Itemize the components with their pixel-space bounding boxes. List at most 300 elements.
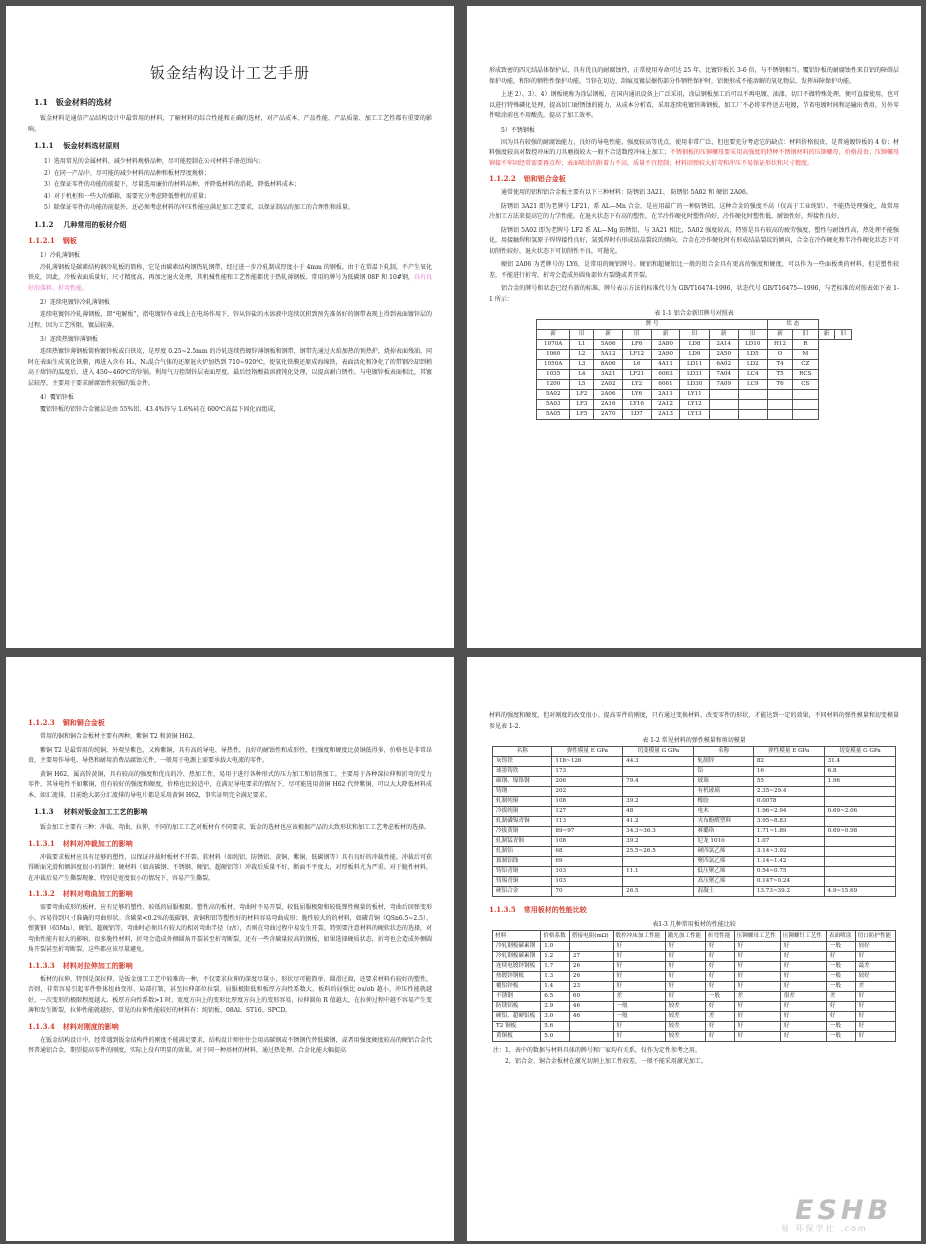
- table-cell: 7A04: [709, 370, 738, 380]
- table-row: [493, 992, 896, 1002]
- table-cell: 1.07: [753, 837, 824, 847]
- table-cell: 覆铝锌板: [493, 982, 541, 992]
- table-cell: 较好: [855, 972, 895, 982]
- table-row: [493, 757, 896, 767]
- table-cell: 4.9~15.69: [824, 887, 895, 897]
- table-cell: 好: [734, 942, 780, 952]
- table-cell: 好: [705, 982, 734, 992]
- table-cell: 夹布酚醛塑料: [694, 817, 753, 827]
- table-cell: L2: [570, 350, 594, 360]
- paragraph-copper-t2: 紫铜 T2 是最常用的纯铜，外观呈紫色，又称紫铜，具有高的导电、导热性，良好的耐蚀性和成形性，但强度和硬度比黄铜低得多，价格也是非常昂贵，主要用作导电、导热和耐用消费品腐蚀元件，一般用于电源上需要承载大电流的零件。: [28, 746, 432, 764]
- paragraph-aluminum-intro: 通常使用的铝和铝合金板主要有以下三种材料：防锈铝 3A21、 防锈铝 5A02 和 硬铝 2A06。: [501, 189, 752, 196]
- table-cell: 1.96~2.94: [753, 807, 824, 817]
- table-cell: 1050A: [537, 360, 570, 370]
- table-1-2: [492, 746, 896, 897]
- table-cell: 1.7: [541, 962, 570, 972]
- subheading-electro-galvanized: 2）连续电镀锌冷轧薄钢板: [40, 299, 110, 306]
- table-row: [537, 390, 852, 400]
- table-cell: LD31: [680, 370, 709, 380]
- table-cell: 轧制锰青铜: [493, 837, 552, 847]
- table-cell: 6061: [651, 380, 680, 390]
- paragraph-aluzinc-continued: 形成致密的四元结晶体保护层，具有优良的耐腐蚀性，正常使用寿命可达 25 年，比镀锌板长 3-6 倍，与不锈钢相当。覆铝锌板的耐腐蚀性来自铝的障碍层保护功能，和锌的牺牲性保护功能。当锌在切边、刮痕及镀层擦伤部分作牺牲保护时，铝便形成不能溶解的氧化物层，发挥屏障保护功能。: [489, 67, 899, 85]
- table-cell: [793, 410, 819, 420]
- table-cell: R: [793, 340, 819, 350]
- table-cell: 34.3~36.3: [623, 827, 694, 837]
- table-cell: [623, 877, 694, 887]
- column-header: 压铆螺钉工艺性: [780, 931, 826, 942]
- table-cell: LC9: [738, 380, 767, 390]
- table-cell: 好: [613, 942, 665, 952]
- table-cell: 铸锡青铜: [493, 877, 552, 887]
- table-cell: 较差: [665, 1032, 705, 1042]
- table-cell: 好: [613, 972, 665, 982]
- table-cell: LF6: [623, 340, 652, 350]
- column-header: 旧: [835, 330, 852, 340]
- table-cell: 差: [826, 992, 855, 1002]
- table-cell: 最差: [855, 962, 895, 972]
- column-header: 旧: [680, 330, 709, 340]
- column-header: 激光加工性能: [665, 931, 705, 942]
- table-cell: 球墨铸铁: [493, 767, 552, 777]
- table-cell: 好: [705, 962, 734, 972]
- table-row: [493, 982, 896, 992]
- table-cell: 6063: [651, 370, 680, 380]
- table-cell: 60: [569, 992, 613, 1002]
- table-cell: 灰铸铁: [493, 757, 552, 767]
- paragraph-standard: 铝合金的牌号和状态已经有新的标准，牌号表示方法的标准代号为 GB/T16474-1996，状态代号 GB/T16475—1996，与老标准的对照表如下表 1-1 所示：: [489, 285, 899, 303]
- table-cell: [824, 847, 895, 857]
- table-cell: 26: [569, 972, 613, 982]
- column-header: 名称: [694, 747, 753, 757]
- column-header: 折弯性能: [705, 931, 734, 942]
- column-header: 搭接电阻(mΩ): [569, 931, 613, 942]
- table-cell: 很差: [780, 992, 826, 1002]
- table-cell: LD8: [680, 340, 709, 350]
- table-cell: 70: [552, 887, 623, 897]
- table-cell: 好: [613, 1032, 665, 1042]
- page-2: [467, 6, 921, 648]
- table-cell: 好: [734, 972, 780, 982]
- table-cell: 较差: [665, 1002, 705, 1012]
- section-1-1-3-heading: 1.1.3 材料对钣金加工工艺的影响: [34, 807, 148, 816]
- table-cell: 好: [780, 1032, 826, 1042]
- table-cell: 好: [705, 952, 734, 962]
- table-cell: [569, 1032, 613, 1042]
- table-cell: 103: [552, 877, 623, 887]
- table-cell: 轧制磷锡青铜: [493, 817, 552, 827]
- table-cell: 好: [780, 952, 826, 962]
- table-cell: M: [793, 350, 819, 360]
- table-cell: 2A70: [594, 410, 623, 420]
- table-cell: 2A90: [651, 350, 680, 360]
- table-cell: LF3: [570, 400, 594, 410]
- table-cell: 防锈铝板: [493, 1002, 541, 1012]
- table-cell: [738, 410, 767, 420]
- table-cell: [623, 857, 694, 867]
- table-cell: 31.4: [824, 757, 895, 767]
- table-cell: 好: [826, 1012, 855, 1022]
- table-row: [537, 350, 852, 360]
- table-cell: 39.2: [623, 797, 694, 807]
- table-cell: 1.0: [541, 942, 570, 952]
- table-cell: [569, 1022, 613, 1032]
- table-row: [537, 370, 852, 380]
- table-cell: 好: [780, 962, 826, 972]
- table-cell: 48: [623, 807, 694, 817]
- column-header: 表面喷涂: [826, 931, 855, 942]
- table-cell: 冷轧钢板碳素钢: [493, 942, 541, 952]
- table-cell: 1.4: [541, 982, 570, 992]
- paragraph-copper-intro: 常用的铜和铜合金板材主要有两种，紫铜 T2 和黄铜 H62。: [40, 733, 199, 740]
- table-cell: [793, 390, 819, 400]
- table-cell: LY2: [623, 380, 652, 390]
- table-row: [493, 797, 896, 807]
- table-cell: 好: [665, 962, 705, 972]
- table-row: [493, 817, 896, 827]
- table-row: [493, 887, 896, 897]
- section-1-1-intro: 钣金材料是通信产品结构设计中最常用的材料，了解材料的综合性能和正确的选材，对产品成本、产品性能、产品质量、加工工艺性都有重要的影响。: [28, 115, 432, 133]
- table-cell: 低压聚乙烯: [694, 867, 753, 877]
- table-cell: 一般: [705, 992, 734, 1002]
- table-cell: 好: [705, 942, 734, 952]
- table-row: [493, 767, 896, 777]
- table-cell: [738, 390, 767, 400]
- table-cell: [824, 817, 895, 827]
- column-header: 弹性模量 E GPa: [552, 747, 623, 757]
- column-header: 名称: [493, 747, 552, 757]
- table-row: [493, 837, 896, 847]
- table-cell: 2A06: [594, 390, 623, 400]
- table-1-1-caption: 表 1-1 铝合金新旧牌号对照表: [654, 310, 734, 317]
- table-cell: 好: [665, 982, 705, 992]
- table-cell: 一般: [826, 942, 855, 952]
- table-cell: 5.6: [541, 1022, 570, 1032]
- table-cell: 16: [753, 767, 824, 777]
- list-item: 3）在保证零件的功能的前提下，尽量选用廉价的材料品种，并降低材料的消耗，降低材料成本；: [44, 181, 300, 188]
- table-cell: [824, 837, 895, 847]
- table-cell: 26: [569, 962, 613, 972]
- table-cell: [709, 390, 738, 400]
- table-cell: 赛璐珞: [694, 827, 753, 837]
- table-cell: [738, 400, 767, 410]
- table-row: [537, 410, 852, 420]
- table-cell: LD10: [738, 340, 767, 350]
- table-cell: 23: [569, 982, 613, 992]
- table-cell: 铸钢: [493, 787, 552, 797]
- paragraph-stainless: 因为具有较强的耐腐蚀能力、良好的导电性能、强度较高等优点，使用非常广泛，但也要充分考虑它的缺点：材料价格很贵，是普通镀锌板的 4 倍；材料强度较高对数控冲床的刀具磨损较大一般不合适数控冲床上加工；不锈钢板的压铆螺母要采用高强度的特种不锈钢材料的压铆螺母，价格昂贵；压铆螺母铆接不牢固经常需要再点焊；表面喷涂的附着力不高，质量不宜控制；材料回弹较大折弯和冲压不易保证形状和尺寸精度。: [489, 138, 899, 167]
- paragraph-drawing: 板材的拉伸，特别是深拉伸，是钣金加工工艺中较难的一种，不仅要求拉伸的深度尽量小，形状尽可能简单、圆滑过渡，还要求材料有较好的塑性，否则，非常容易引起零件整体扭曲变形、局部打皱，甚至拉伸部位拉裂。屈服极限低和板厚方向性系数大，板料的屈强比 σs/σb 越小，冲压性能就越好，一次变形的极限程度越大。板厚方向性系数>1 时，宽度方向上的变形比厚度方向上的变形容易，拉伸圆角 R 值越大，在拉伸过程中越不容易产生变薄和发生断裂，拉伸性能就越好。常见的拉伸性能较好的材料有：纯铝板、08Al、ST16、SPCD。: [28, 975, 432, 1014]
- table-cell: 0.69~2.06: [824, 807, 895, 817]
- table-cell: 1200: [537, 380, 570, 390]
- table-cell: L4: [570, 370, 594, 380]
- table-cell: 2A80: [651, 340, 680, 350]
- table-cell: 82: [753, 757, 824, 767]
- column-header: 切口防护性能: [855, 931, 895, 942]
- table-cell: 2A12: [651, 400, 680, 410]
- section-1-1-2-1-heading: 1.1.2.1 钢板: [28, 235, 77, 245]
- table-cell: 好: [734, 952, 780, 962]
- table-row: [493, 777, 896, 787]
- column-header: 新: [651, 330, 680, 340]
- column-header: 切变模量 G GPa: [824, 747, 895, 757]
- section-1-1-3-3-heading: 1.1.3.3 材料对拉伸加工的影响: [28, 960, 133, 970]
- table-cell: 好: [855, 1012, 895, 1022]
- table-cell: [793, 400, 819, 410]
- column-header: 新: [537, 330, 570, 340]
- table-cell: 较好: [855, 942, 895, 952]
- table-cell: 好: [780, 1022, 826, 1032]
- table-cell: 好: [613, 1022, 665, 1032]
- table-cell: 44.3: [623, 757, 694, 767]
- table-cell: 好: [734, 962, 780, 972]
- table-cell: [824, 867, 895, 877]
- table-cell: CS: [793, 380, 819, 390]
- table-cell: 轧制纯铜: [493, 797, 552, 807]
- table-cell: 好: [780, 1002, 826, 1012]
- table-cell: 0.0078: [753, 797, 824, 807]
- section-1-1-3-5-heading: 1.1.3.5 常用板材的性能比较: [489, 905, 587, 914]
- column-header: 新: [709, 330, 738, 340]
- paragraph-hot-dip-galvanized: 连续热镀锌薄钢板简称镀锌板或白铁皮，是厚度 0.25~2.5mm 的冷轧连续热镀锌薄钢板和钢带，钢带先通过火焰加热的预热炉，烧掉表面残油，同时在表面生成氧化铁膜，再进入含有 H₂、N₂混合气体的还原退火炉加热到 710~920℃，使氧化铁膜还原成海绵铁，表面活化和净化了的带钢冷却到稍高于熔锌的温度后，进入 450~460℃的锌锅，利用气刀控制锌层表面厚度。最后经铬酸盐溶液钝化处理，以提高耐白锈性。与电镀锌板表面相比，其镀层较厚，主要用于要求耐腐蚀性较强的钣金件。: [28, 348, 432, 387]
- table-cell: L6: [623, 360, 652, 370]
- table-cell: 好: [705, 972, 734, 982]
- paragraph-processing: 钣金加工主要有三种：冲裁、弯曲、拉伸，不同的加工工艺对板材有不同要求，钣金的选材也应该根据产品的大致形状和加工工艺考虑板材的选择。: [40, 824, 431, 831]
- table-cell: 1070A: [537, 340, 570, 350]
- table-cell: 较差: [665, 1012, 705, 1022]
- table-cell: 高压聚乙烯: [694, 877, 753, 887]
- table-1-1: [536, 319, 852, 420]
- table-cell: LF2: [570, 390, 594, 400]
- table-cell: 轧制铝: [493, 847, 552, 857]
- table-cell: T5: [768, 370, 793, 380]
- table-1-3-caption: 表1-3 几种常用板材的性能比较: [652, 921, 736, 928]
- table-cell: 27: [569, 952, 613, 962]
- table-cell: 玻璃: [694, 777, 753, 787]
- table-cell: 1.71~1.89: [753, 827, 824, 837]
- table-cell: 5A03: [537, 400, 570, 410]
- table-cell: 1060: [537, 350, 570, 360]
- column-header: 旧: [623, 330, 652, 340]
- table-cell: 较差: [665, 1022, 705, 1032]
- table-cell: 3A21: [594, 370, 623, 380]
- table-cell: 一般: [826, 982, 855, 992]
- table-cell: 68: [552, 847, 623, 857]
- subheading-cold-rolled: 1）冷轧薄钢板: [40, 251, 80, 259]
- table-cell: LY16: [623, 400, 652, 410]
- table-cell: 2A14: [709, 340, 738, 350]
- table-cell: 好: [734, 1032, 780, 1042]
- table-cell: 173: [552, 767, 623, 777]
- subheading-hot-dip-galvanized: 3）连续热镀锌薄钢板: [40, 336, 98, 343]
- section-1-1-3-4-heading: 1.1.3.4 材料对刚度的影响: [28, 1021, 119, 1031]
- table-cell: 尼龙 1010: [694, 837, 753, 847]
- section-1-1-2-heading: 1.1.2 几种常用的板材介绍: [34, 219, 127, 229]
- table-group-header: [537, 320, 852, 330]
- table-cell: 铸铝青铜: [493, 867, 552, 877]
- document-title: 钣金结构设计工艺手册: [149, 64, 310, 82]
- table-cell: 好: [705, 1032, 734, 1042]
- table-cell: LY12: [680, 400, 709, 410]
- table-cell: 好: [855, 952, 895, 962]
- column-header: 新: [594, 330, 623, 340]
- table-cell: 127: [552, 807, 623, 817]
- table-cell: LY13: [680, 410, 709, 420]
- table-cell: 108: [552, 797, 623, 807]
- table-cell: 好: [826, 952, 855, 962]
- table-row: [493, 1022, 896, 1032]
- table-cell: LD2: [738, 360, 767, 370]
- table-cell: 5.0: [541, 1032, 570, 1042]
- table-cell: 有机玻璃: [694, 787, 753, 797]
- table-cell: T2 铜板: [493, 1022, 541, 1032]
- table-cell: 46: [569, 1012, 613, 1022]
- table-cell: 好: [780, 942, 826, 952]
- table-cell: 41.2: [623, 817, 694, 827]
- table-cell: 好: [665, 952, 705, 962]
- table-cell: T6: [768, 380, 793, 390]
- table-cell: LD11: [680, 360, 709, 370]
- table-cell: 206: [552, 777, 623, 787]
- table-cell: 5A12: [594, 350, 623, 360]
- table-cell: 好: [855, 1032, 895, 1042]
- table-cell: 3.14~3.92: [753, 847, 824, 857]
- table-row: [493, 962, 896, 972]
- table-cell: 89~97: [552, 827, 623, 837]
- table-cell: 69: [552, 857, 623, 867]
- table-cell: 7A09: [709, 380, 738, 390]
- table-row: [537, 360, 852, 370]
- table-cell: 2.9: [541, 1002, 570, 1012]
- table-cell: 26.5: [623, 887, 694, 897]
- section-1-1-1-heading: 1.1.1 钣金材料选材原则: [34, 141, 120, 150]
- watermark-logo: [765, 1195, 913, 1235]
- table-cell: 39.2: [623, 837, 694, 847]
- table-cell: 好: [780, 982, 826, 992]
- table-cell: 冷拔纯铜: [493, 807, 552, 817]
- table-row: [537, 400, 852, 410]
- table-cell: 13.73~39.2: [753, 887, 824, 897]
- table-cell: LF12: [623, 350, 652, 360]
- table-cell: 橡胶: [694, 797, 753, 807]
- list-item: 2）在同一产品中，尽可能的减少材料的品种和板材厚度规格；: [44, 169, 210, 177]
- table-cell: 硬铝合金: [493, 887, 552, 897]
- table-subheader: [537, 330, 852, 340]
- table-cell: 2A02: [594, 380, 623, 390]
- table-cell: 8A06: [594, 360, 623, 370]
- page-4: [467, 657, 921, 1241]
- list-item: 1）选用常见的金属材料，减少材料规格品种，尽可能控制在公司材料手册范围内；: [44, 158, 264, 165]
- paragraph-aluzinc: 覆铝锌板的铝锌合金镀层是由 55%铝、43.4%锌与 1.6%硅在 600℃高温下固化而组成，: [40, 406, 280, 413]
- paragraph-3a21: 防锈铝 3A21 即为老牌号 LF21，系 AL—Mn 合金，是应用最广的一种防锈铝。这种合金的强度不高（仅高于工业纯铝），不能热处理强化，故常用冷加工方法来提高它的力学性能，在退火状态下有高的塑性，在半冷作硬化时塑性尚好，冷作硬化时塑性低，耐蚀性好，焊接性良好。: [489, 202, 899, 220]
- table-row: [537, 340, 852, 350]
- group-state: 状 态: [768, 320, 819, 330]
- table-cell: 好: [780, 1012, 826, 1022]
- table-cell: LF5: [570, 410, 594, 420]
- table-cell: 118~126: [552, 757, 623, 767]
- section-1-1-3-2-heading: 1.1.3.2 材料对弯曲加工的影响: [28, 889, 133, 898]
- page-1: [6, 6, 454, 648]
- column-header: 旧: [570, 330, 594, 340]
- table-cell: 3.0: [541, 1012, 570, 1022]
- table-cell: 拔制铝线: [493, 857, 552, 867]
- table-note-1: 注：1，表中的数据与材料具体的牌号和厂家均有关系，仅作为定性参考之用。: [493, 1047, 701, 1054]
- column-header: 旧: [793, 330, 819, 340]
- table-cell: 好: [734, 1022, 780, 1032]
- table-cell: H12: [768, 340, 793, 350]
- group-grade: 牌 号: [537, 320, 768, 330]
- table-cell: 0.54~0.75: [753, 867, 824, 877]
- table-cell: 5A02: [537, 390, 570, 400]
- column-header: 数控冲床加工性能: [613, 931, 665, 942]
- table-cell: 轧制锌: [694, 757, 753, 767]
- table-cell: 1.96: [824, 777, 895, 787]
- watermark-subtext: 易 环保学社 .com: [781, 1224, 868, 1233]
- table-row: [493, 1002, 896, 1012]
- table-1-2-caption: 表 1-2 常见材料的弹性模量和剪切模量: [642, 737, 746, 744]
- table-cell: 好: [705, 1022, 734, 1032]
- table-cell: 5A05: [537, 410, 570, 420]
- table-cell: 一般: [826, 1032, 855, 1042]
- table-cell: [824, 787, 895, 797]
- table-cell: 1.3: [541, 972, 570, 982]
- table-cell: 铅: [694, 767, 753, 777]
- table-cell: 6A02: [709, 360, 738, 370]
- column-header: 旧: [738, 330, 767, 340]
- table-cell: 好: [826, 1002, 855, 1012]
- table-cell: 电木: [694, 807, 753, 817]
- table-cell: [569, 942, 613, 952]
- table-cell: [824, 877, 895, 887]
- table-cell: 差: [613, 992, 665, 1002]
- table-cell: 好: [855, 1022, 895, 1032]
- table-row: [537, 380, 852, 390]
- paragraph-blanking: 冲裁要求板材应具有足够的塑性，以保证冲裁时板材不开裂。软材料（如纯铝、防锈铝、黄铜、紫铜、低碳钢等）具有良好的冲裁性能，冲裁后可获得断面光滑和倾斜度很小的制件；硬材料（如高碳钢、不锈钢、硬铝、超硬铝等）冲裁后质量不好，断面不平度大，对厚板料尤为严重。对于脆性材料，在冲裁后易产生撕裂现象，特别是宽度很小的情况下，容易产生撕裂。: [28, 853, 432, 882]
- table-cell: 连续电镀锌钢板: [493, 962, 541, 972]
- table-note-2: 2，铝合金、铜合金板材在激光切割上加工性较差，一般不能采用激光加工。: [505, 1057, 707, 1065]
- paragraph-coated-steel: 上述 2）、3）、4）钢板统称为涂层钢板，在国内通讯设备上广泛采用，涂层钢板加工后可以不再电镀、油漆，切口不做特殊处理，便可直接使用，也可以进行特殊磷化处理，提高切口耐锈蚀的能力，从成本分析看，采用连续电镀锌薄钢板，加工厂不必将零件送去电镀，节省电镀时间和运输出费用，另外零件喷涂前也不用酸洗，提高了加工效率。: [489, 91, 899, 119]
- table-cell: [709, 400, 738, 410]
- table-cell: L1: [570, 340, 594, 350]
- table-cell: 好: [705, 1002, 734, 1012]
- subheading-stainless: 5）不锈钢板: [501, 126, 535, 134]
- table-cell: LY6: [623, 390, 652, 400]
- table-cell: 6.5: [541, 992, 570, 1002]
- table-cell: [623, 767, 694, 777]
- table-row: [493, 787, 896, 797]
- table-cell: LC4: [738, 370, 767, 380]
- table-cell: 1.14~1.42: [753, 857, 824, 867]
- column-header: 价格系数: [541, 931, 570, 942]
- table-cell: [623, 787, 694, 797]
- table-cell: [824, 857, 895, 867]
- table-cell: 黄铜板: [493, 1032, 541, 1042]
- section-1-1-3-1-heading: 1.1.3.1 材料对冲裁加工的影响: [28, 838, 133, 848]
- table-cell: 一般: [613, 1002, 665, 1012]
- table-cell: 混凝土: [694, 887, 753, 897]
- column-header: 材料: [493, 931, 541, 942]
- table-cell: [768, 390, 793, 400]
- table-row: [493, 942, 896, 952]
- list-item: 5）除保证零件的功能的前提外，还必须考虑材料的冲压性能应满足加工艺要求，以保证制品的加工的合理性和质量。: [44, 204, 354, 211]
- table-row: [493, 972, 896, 982]
- column-header: 切变模量 G GPa: [623, 747, 694, 757]
- section-1-1-2-2-heading: 1.1.2.2 铝和铝合金板: [489, 174, 566, 183]
- table-cell: 0.69~0.98: [824, 827, 895, 837]
- table-row: [493, 807, 896, 817]
- watermark-text: ESHB: [795, 1195, 893, 1226]
- table-cell: L3: [570, 360, 594, 370]
- table-cell: 好: [665, 972, 705, 982]
